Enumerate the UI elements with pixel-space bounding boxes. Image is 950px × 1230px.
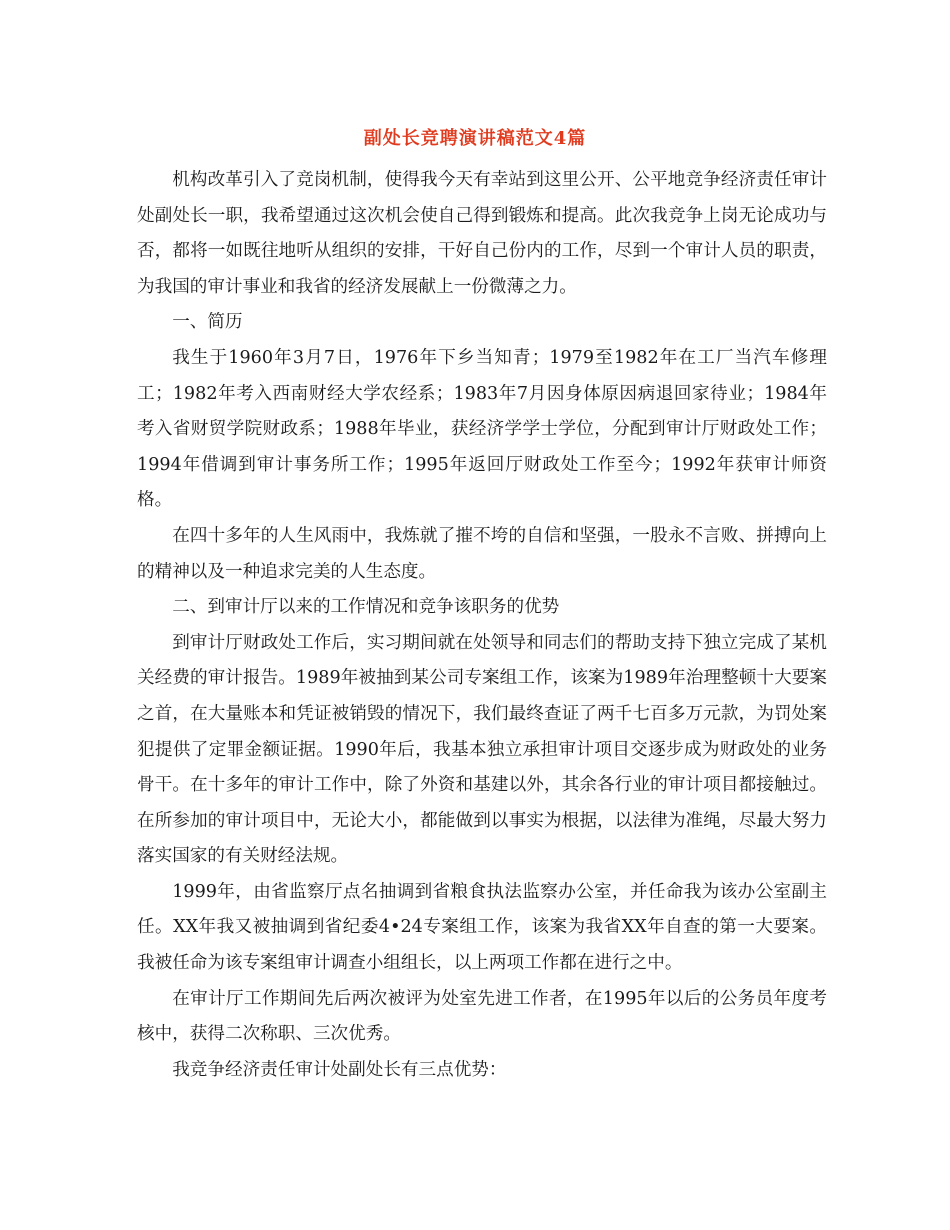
paragraph-1999: 1999年，由省监察厅点名抽调到省粮食执法监察办公室，并任命我为该办公室副主任。XX年我又被抽调到省纪委4•24专案组工作，该案为我省XX年自查的第一大要案。我被任命为该专案组审计调查小组组长，以上两项工作都在进行之中。 xyxy=(137,881,827,974)
paragraph-awards: 在审计厅工作期间先后两次被评为处室先进工作者，在1995年以后的公务员年度考核中，获得二次称职、三次优秀。 xyxy=(137,988,827,1045)
paragraph-resume: 我生于1960年3月7日，1976年下乡当知青；1979至1982年在工厂当汽车修理工；1982年考入西南财经大学农经系；1983年7月因身体原因病退回家待业；1984年考入省财贸学院财政系；1988年毕业，获经济学学士学位，分配到审计厅财政处工作；1994年借调到审计事务所工作；1995年返回厅财政处工作至今；1992年获审计师资格。 xyxy=(137,347,827,511)
paragraph-character: 在四十多年的人生风雨中，我炼就了摧不垮的自信和坚强，一股永不言败、拼搏向上的精神以及一种追求完美的人生态度。 xyxy=(137,525,827,582)
section-heading-resume: 一、简历 xyxy=(172,312,243,333)
section-heading-work: 二、到审计厅以来的工作情况和竞争该职务的优势 xyxy=(172,597,560,618)
paragraph-intro: 机构改革引入了竞岗机制，使得我今天有幸站到这里公开、公平地竞争经济责任审计处副处长一职，我希望通过这次机会使自己得到锻炼和提高。此次我竞争上岗无论成功与否，都将一如既往地听从组织的安排，干好自己份内的工作，尽到一个审计人员的职责，为我国的审计事业和我省的经济发展献上一份微薄之力。 xyxy=(137,170,827,297)
document-body xyxy=(137,163,827,1088)
document-title: 副处长竞聘演讲稿范文4篇 xyxy=(363,128,587,149)
paragraph-work-history: 到审计厅财政处工作后，实习期间就在处领导和同志们的帮助支持下独立完成了某机关经费的审计报告。1989年被抽到某公司专案组工作，该案为1989年治理整顿十大要案之首，在大量账本和凭证被销毁的情况下，我们最终查证了两千七百多万元款，为罚处案犯提供了定罪金额证据。1990年后，我基本独立承担审计项目交逐步成为财政处的业务骨干。在十多年的审计工作中，除了外资和基建以外，其余各行业的审计项目都接触过。在所参加的审计项目中，无论大小，都能做到以事实为根据，以法律为准绳，尽最大努力落实国家的有关财经法规。 xyxy=(137,632,827,867)
paragraph-advantages: 我竞争经济责任审计处副处长有三点优势： xyxy=(172,1059,507,1080)
